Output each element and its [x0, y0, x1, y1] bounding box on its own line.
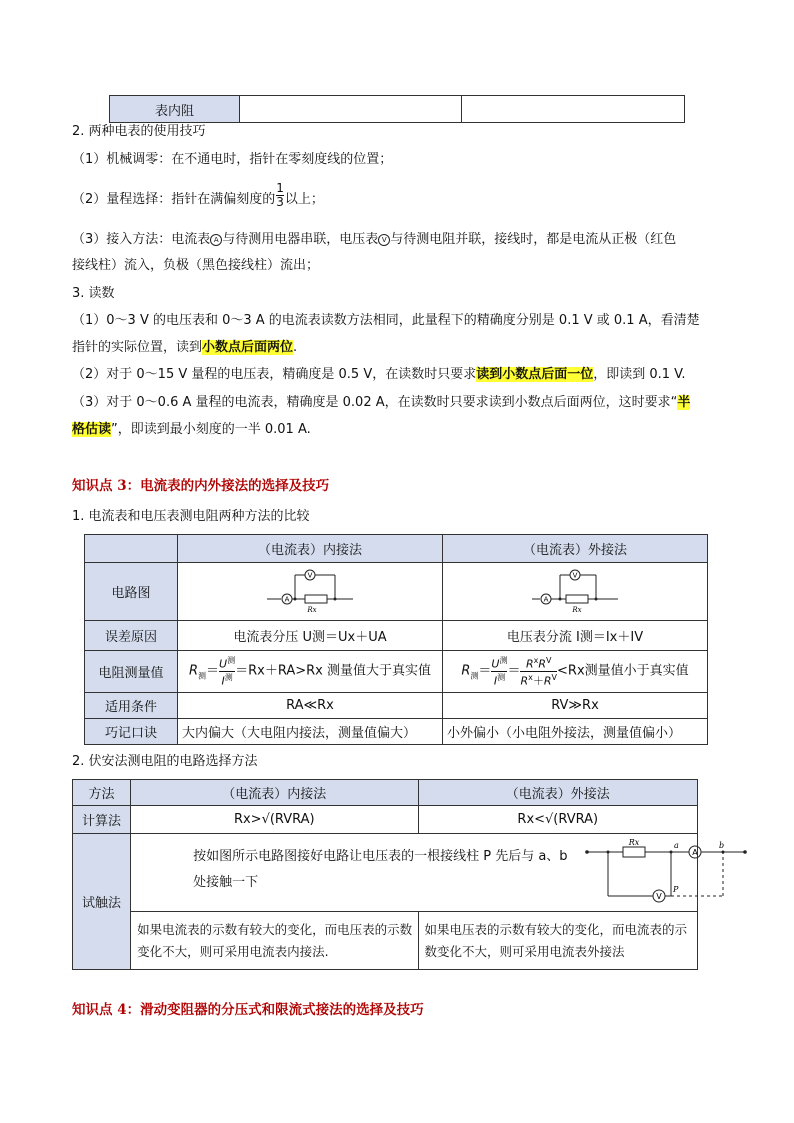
resistor-label: Rx: [572, 605, 582, 614]
result-inner: 如果电流表的示数有较大的变化，而电压表的示数变化不大，则可采用电流表内接法.: [131, 912, 418, 970]
calc-inner: Rx>√(RVRA): [131, 806, 418, 834]
voltmeter-icon: V: [378, 234, 390, 246]
measure-outer: $R_测=$ $U^测$ $I^测$ ＝ $R^xR^V$ $R^x+R^V$ <Rx测量值小于真实值: [443, 651, 708, 693]
text: .: [293, 340, 298, 355]
row-label-trial: 试触法: [73, 834, 131, 970]
paragraph: 接线柱）流入，负极（黑色接线柱）流出；: [72, 258, 320, 273]
voltmeter-label: V: [572, 571, 578, 579]
ammeter-icon: A: [210, 234, 222, 246]
ammeter-label: A: [543, 595, 549, 603]
col-header-outer: （电流表）外接法: [418, 780, 698, 806]
text: （3）对于 0～0.6 A 量程的电流表，精确度是 0.02 A，在读数时只要求读到小数点后面两位，这时要求“: [72, 395, 678, 410]
row-label-error: 误差原因: [85, 621, 178, 651]
voltmeter-label: V: [656, 892, 662, 901]
calc-outer: Rx<√(RVRA): [418, 806, 698, 834]
paragraph: （1）0～3 V 的电压表和 0～3 A 的电流表读数方法相同，此量程下的精确度分别是 0.1 V 或 0.1 A，看清楚: [72, 313, 700, 328]
text: ”，即读到最小刻度的一半 0.01 A.: [111, 422, 311, 437]
result-outer: 如果电压表的示数有较大的变化，而电流表的示数变化不大，则可采用电流表外接法: [418, 912, 698, 970]
measure-inner-text: ＝Rx＋RA>Rx 测量值大于真实值: [235, 664, 431, 679]
row-label-mnemonic: 巧记口诀: [85, 719, 178, 745]
voltmeter-label: V: [307, 571, 313, 579]
trial-circuit-svg: [583, 838, 751, 910]
text: （3）接入方法：电流表: [72, 232, 211, 247]
cell-empty: [462, 96, 685, 123]
point-a-label: a: [674, 841, 679, 850]
section-heading: 3. 读数: [72, 286, 115, 301]
meter-table-fragment: [109, 95, 685, 123]
col-header-inner: （电流表）内接法: [131, 780, 418, 806]
mnemonic-outer: 小外偏小（小电阻外接法，测量值偏小）: [443, 719, 708, 745]
fraction-numerator: 1: [276, 181, 284, 195]
highlight: 小数点后面两位: [202, 340, 294, 355]
text: 指针的实际位置，读到: [72, 340, 203, 355]
comparison-table: [84, 534, 708, 745]
trial-line: 按如图所示电路图接好电路让电压表的一根接线柱 P 先后与 a、b: [193, 849, 568, 864]
section-heading: 2. 两种电表的使用技巧: [72, 124, 206, 139]
knowledge-point-title: 知识点 3：电流表的内外接法的选择及技巧: [72, 478, 330, 494]
text: （2）对于 0～15 V 量程的电压表，精确度是 0.5 V，在读数时只要求: [72, 367, 477, 382]
outer-circuit-svg: [530, 565, 620, 615]
subheading: 1. 电流表和电压表测电阻两种方法的比较: [72, 509, 310, 524]
resistor-label: Rx: [307, 605, 317, 614]
text: （2）量程选择：指针在满偏刻度的: [72, 192, 276, 207]
knowledge-point-title: 知识点 4：滑动变阻器的分压式和限流式接法的选择及技巧: [72, 1002, 424, 1018]
paragraph: [72, 340, 297, 356]
resistor-label: Rx: [628, 838, 640, 847]
paragraph: [72, 395, 690, 411]
text: 以上；: [284, 192, 324, 207]
paragraph: [72, 367, 686, 383]
method-table: [72, 779, 725, 970]
col-header-inner: （电流表）内接法: [178, 535, 443, 563]
error-outer: 电压表分流 I测＝Ix＋IV: [443, 621, 708, 651]
ammeter-label: A: [692, 848, 698, 857]
fraction: [276, 182, 284, 209]
subheading: 2. 伏安法测电阻的电路选择方法: [72, 754, 258, 769]
point-p-label: P: [673, 885, 679, 894]
measure-inner: $R_测=$ $U^测$ $I^测$ ＝Rx＋RA>Rx 测量值大于真实值: [178, 651, 443, 693]
ammeter-label: A: [284, 595, 290, 603]
highlight: 格估读: [72, 422, 112, 437]
row-label-calc: 计算法: [73, 806, 131, 834]
row-label-circuit: 电路图: [85, 563, 178, 621]
text: 与待测用电器串联，电压表: [222, 232, 379, 247]
condition-inner: RA≪Rx: [178, 693, 443, 719]
paragraph: [72, 422, 311, 438]
row-label-measure: 电阻测量值: [85, 651, 178, 693]
cell-empty: [239, 96, 462, 123]
measure-outer-text: <Rx测量值小于真实值: [557, 664, 689, 679]
text: ，即读到 0.1 V.: [593, 367, 686, 382]
error-inner: 电流表分压 U测＝Ux＋UA: [178, 621, 443, 651]
cell-empty: [85, 535, 178, 563]
fraction-denominator: 3: [276, 195, 284, 209]
highlight: 半: [677, 395, 691, 410]
col-header-outer: （电流表）外接法: [443, 535, 708, 563]
outer-circuit-diagram: [443, 563, 708, 621]
col-header-method: 方法: [73, 780, 131, 806]
row-label-condition: 适用条件: [85, 693, 178, 719]
row-label-internal-resistance: 表内阻: [110, 96, 240, 123]
paragraph: （1）机械调零：在不通电时，指针在零刻度线的位置；: [72, 152, 393, 167]
text: 与待测电阻并联，接线时，都是电流从正极（红色: [390, 232, 677, 247]
paragraph: [72, 181, 324, 209]
highlight: 读到小数点后面一位: [476, 367, 594, 382]
trial-line: 处接触一下: [193, 875, 259, 890]
mnemonic-inner: 大内偏大（大电阻内接法，测量值偏大）: [178, 719, 443, 745]
inner-circuit-svg: [265, 565, 355, 615]
point-b-label: b: [719, 841, 725, 850]
condition-outer: RV≫Rx: [443, 693, 708, 719]
paragraph: [72, 232, 676, 248]
trial-cell: [131, 834, 725, 912]
inner-circuit-diagram: [178, 563, 443, 621]
